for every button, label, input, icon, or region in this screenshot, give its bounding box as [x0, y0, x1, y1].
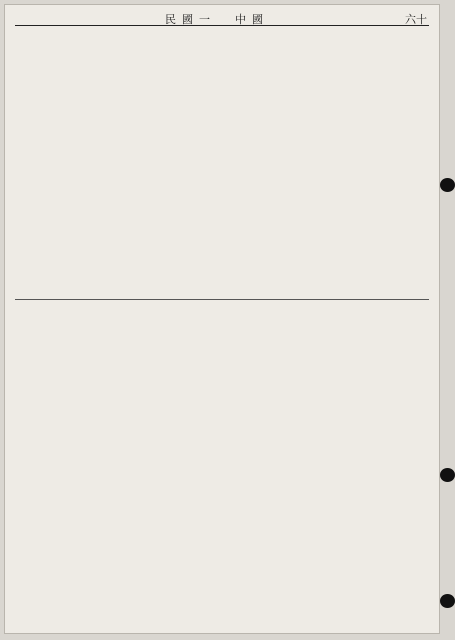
header-rule — [15, 25, 429, 26]
bottom-text-block — [13, 303, 431, 629]
body-text — [13, 29, 431, 297]
header-right-title: 中國 — [235, 13, 269, 26]
header-left-title: 民國一 — [165, 13, 216, 26]
page-number: 六十 — [405, 13, 427, 26]
binder-hole — [440, 468, 455, 482]
document-page — [4, 4, 440, 634]
top-text-block — [13, 29, 431, 297]
section-divider — [15, 299, 429, 300]
body-text — [13, 303, 431, 629]
binder-hole — [440, 178, 455, 192]
binder-hole — [440, 594, 455, 608]
page-header — [15, 9, 429, 27]
